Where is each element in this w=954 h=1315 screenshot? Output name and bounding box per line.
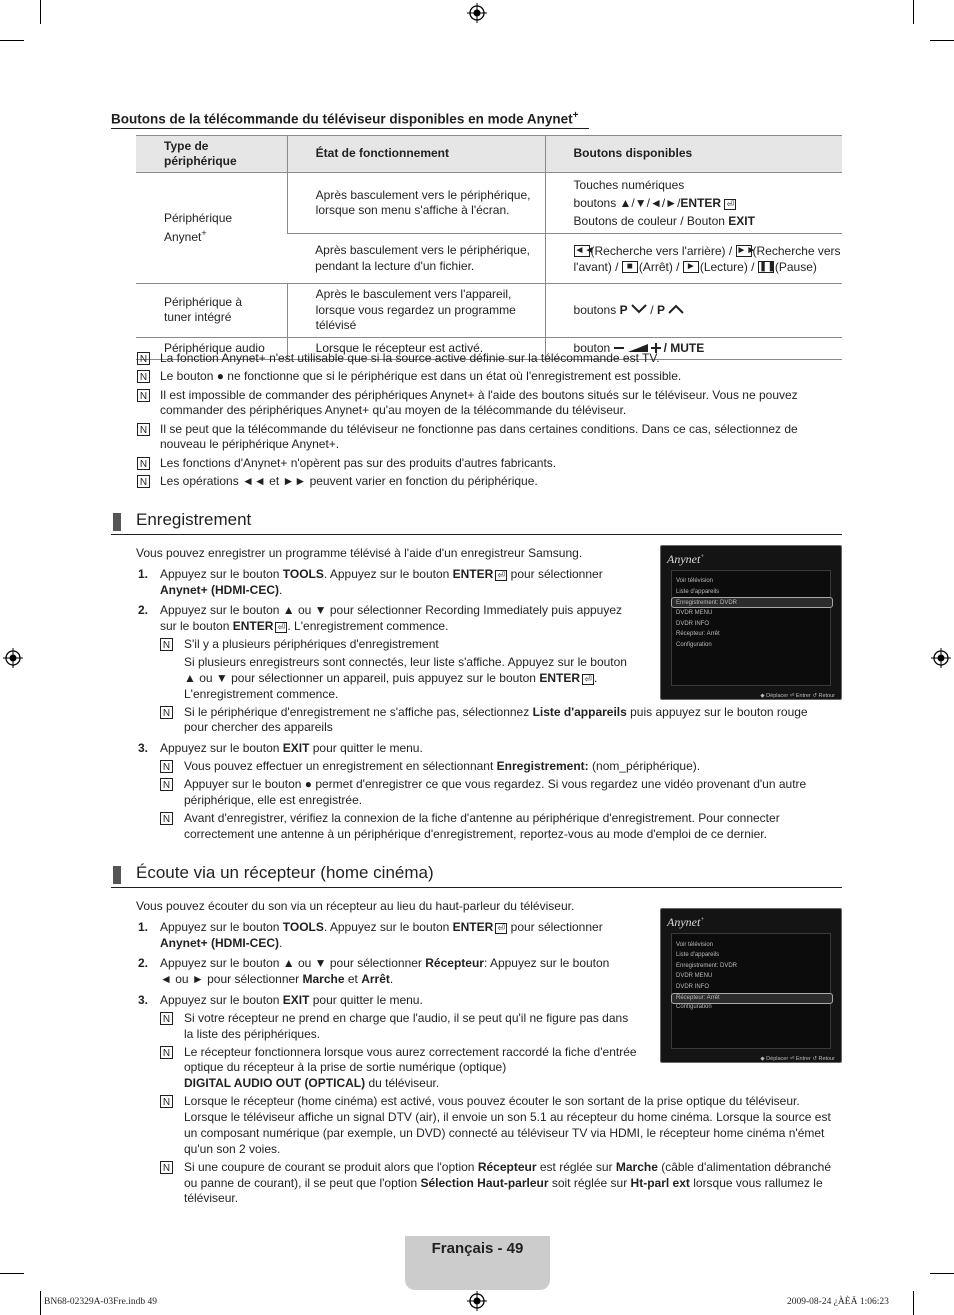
fast-forward-icon: ►► [736,244,757,256]
menu-item: DVDR MENU [676,973,713,979]
note-text: Il est impossible de commander des périphériques Anynet+ à l'aide des boutons situés sur le téléviseur. Vous ne pouvez [160,388,798,402]
stop-icon: ■ [622,261,638,273]
note-text: Les opérations ◄◄ et ►► peuvent varier en fonction du périphérique. [160,474,538,488]
note-icon [137,457,150,470]
note-text: un composant numérique (par exemple, un DVD) connecté au téléviseur TV via HDMI, le récepteur home cinéma n'émet [184,1126,825,1140]
note-text: correctement une antenne à un périphérique d'enregistrement, reportez-vous au mode d'emploi de ce dernier. [184,827,767,841]
crop-mark [930,40,954,41]
note-icon [137,352,150,365]
step-text: Appuyez sur le bouton TOOLS. Appuyez sur le bouton ENTER ⏎ pour sélectionner [160,567,603,581]
section-title-ecoute: Écoute via un récepteur (home cinéma) [136,863,434,882]
note-text: optique du récepteur à la prise de sortie numérique (optique) [184,1060,507,1074]
crop-mark [40,0,41,24]
section-underline [111,128,589,129]
menu-item: Enregistrement: DVDR [676,600,738,606]
table-cell: Périphérique Anynet+ [136,173,287,284]
intro-text: Vous pouvez écouter du son via un récepteur au lieu du haut-parleur du téléviseur. [136,899,575,913]
note-text: nouveau le périphérique Anynet+. [160,437,340,451]
svg-text:N: N [162,1163,171,1174]
menu-footer: ◆ Déplacer ⏎ Entrer ↺ Retour [760,693,835,699]
chevron-up-icon [668,304,684,314]
step-number: 1. [138,920,149,934]
note-icon [137,370,150,383]
note-text: Si votre récepteur ne prend en charge que l'audio, il se peut qu'il ne figure pas dans [184,1011,629,1025]
svg-text:N: N [139,354,148,365]
play-icon: ► [683,261,699,273]
note-text: L'enregistrement commence. [184,687,339,701]
menu-panel [671,570,831,686]
note-text: Avant d'enregistrer, vérifiez la connexion de la fiche d'antenne au périphérique d'enregistrement. Pour connecter [184,811,780,825]
step-text: Appuyez sur le bouton TOOLS. Appuyez sur le bouton ENTER ⏎ pour sélectionner [160,920,603,934]
note-text: ▲ ou ▼ pour sélectionner un appareil, puis appuyez sur le bouton ENTER ⏎ . [184,671,598,685]
registration-mark-icon [3,648,23,668]
table-cell: Après basculement vers le périphérique, pendant la lecture d'un fichier. [287,234,545,284]
enter-icon: ⏎ [495,570,507,581]
crop-mark [40,1291,41,1315]
anynet-logo: Anynet+ [667,552,705,566]
section-title-enregistrement: Enregistrement [136,510,252,529]
menu-item: Configuration [676,642,712,648]
note-text: Le récepteur fonctionnera lorsque vous aurez correctement raccordé la fiche d'entrée [184,1045,637,1059]
enter-icon: ⏎ [495,923,507,934]
step-text: Appuyez sur le bouton ▲ ou ▼ pour sélectionner Récepteur: Appuyez sur le bouton [160,956,610,970]
note-icon [160,1095,173,1108]
note-text: Lorsque le téléviseur affiche un signal DTV (air), il envoie un son 5.1 au récepteur du home cinéma. Lorsque la source est [184,1110,831,1124]
table-header-row [136,136,842,173]
table-cell: boutons P / P [545,284,842,338]
crop-mark [913,1291,914,1315]
step-number: 3. [138,741,149,755]
tv-menu-screenshot [660,908,842,1063]
file-info: BN68-02329A-03Fre.indb 49 [44,1297,157,1307]
menu-footer: ◆ Déplacer ⏎ Entrer ↺ Retour [760,1056,835,1062]
step-text: Anynet+ (HDMI-CEC). [160,936,283,950]
step-number: 1. [138,567,149,581]
pause-icon: ❚❚ [758,260,776,272]
note-icon [160,778,173,791]
note-text: Si le périphérique d'enregistrement ne s'affiche pas, sélectionnez Liste d'appareils puis appuyez sur le bouton rouge [184,705,808,719]
step-text: Appuyez sur le bouton ▲ ou ▼ pour sélectionner Recording Immediately puis appuyez [160,603,623,617]
enter-icon: ⏎ [724,199,736,210]
note-text: téléviseur. [184,1191,239,1205]
table-cell: ◄◄ (Recherche vers l'arrière) / ►► (Recherche vers l'avant) / ■ (Arrêt) / ► (Lecture) / ❚❚ (Pause) [545,234,842,284]
crop-mark [930,1273,954,1274]
note-text: périphérique, elle est enregistrée. [184,793,363,807]
crop-mark [0,40,24,41]
note-icon [160,1161,173,1174]
enter-icon: ⏎ [275,622,287,633]
section-underline [111,534,842,535]
table-cell: Après basculement vers le périphérique, lorsque son menu s'affiche à l'écran. [287,173,545,234]
tv-menu-screenshot [660,545,842,700]
section-marker [113,866,121,884]
menu-item: DVDR INFO [676,984,709,990]
step-text: Anynet+ (HDMI-CEC). [160,583,283,597]
step-text: Appuyez sur le bouton EXIT pour quitter le menu. [160,741,423,755]
menu-item: Configuration [676,1004,712,1010]
svg-text:N: N [162,1048,171,1059]
svg-text:N: N [162,814,171,825]
note-icon [160,1012,173,1025]
table-header: État de fonctionnement [287,136,545,173]
svg-text:N: N [139,459,148,470]
svg-text:N: N [162,640,171,651]
registration-mark-icon [467,1291,487,1311]
table-cell: Après le basculement vers l'appareil, lorsque vous regardez un programme télévisé [287,284,545,338]
registration-mark-icon [467,3,487,23]
step-number: 2. [138,603,149,617]
note-text: S'il y a plusieurs périphériques d'enregistrement [184,637,439,651]
section-title-anynet-buttons: Boutons de la télécommande du téléviseur disponibles en mode Anynet+ [111,110,579,127]
note-icon [137,389,150,402]
svg-text:N: N [139,425,148,436]
note-text: Si une coupure de courant se produit alors que l'option Récepteur est réglée sur Marche (câble d'alimentation débranché [184,1160,831,1174]
step-number: 2. [138,956,149,970]
step-number: 3. [138,993,149,1007]
menu-item: DVDR MENU [676,610,713,616]
section-marker [113,513,121,531]
svg-text:N: N [162,780,171,791]
table-cell: Lorsque le récepteur est activé. [287,337,545,360]
note-icon [160,812,173,825]
note-text: ou panne de courant), il se peut que l'option Sélection Haut-parleur soit réglée sur Ht-parl ext lorsque vous rallumez le [184,1176,823,1190]
note-text: la liste des périphériques. [184,1027,321,1041]
table-row [136,173,842,234]
note-text: Vous pouvez effectuer un enregistrement en sélectionnant Enregistrement: (nom_périphérique). [184,759,701,773]
note-text: pour chercher des appareils [184,720,333,734]
menu-item: DVDR INFO [676,621,709,627]
print-date: 2009-08-24 ¿ÀÈÄ 1:06:23 [787,1297,889,1307]
enter-icon: ⏎ [582,674,594,685]
note-icon [160,706,173,719]
svg-text:N: N [162,762,171,773]
crop-mark [913,0,914,24]
table-cell: Touches numériques boutons ▲/▼/◄/►/ENTER ⏎ Boutons de couleur / Bouton EXIT [545,173,842,234]
section-underline [111,887,842,888]
step-text: sur le bouton ENTER ⏎ . L'enregistrement commence. [160,619,449,633]
note-text: Lorsque le récepteur (home cinéma) est activé, vous pouvez écouter le son sortant de la prise optique du téléviseur. [184,1094,800,1108]
note-icon [160,638,173,651]
table-cell: Périphérique à tuner intégré [136,284,287,338]
note-text: qu'un son 2 voies. [184,1142,281,1156]
menu-item: Liste d'appareils [676,952,720,958]
svg-text:N: N [139,372,148,383]
menu-item: Récepteur: Arrêt [676,995,720,1001]
note-text: La fonction Anynet+ n'est utilisable que si la source active définie sur la télécommande est TV. [160,351,660,365]
intro-text: Vous pouvez enregistrer un programme télévisé à l'aide d'un enregistreur Samsung. [136,546,583,560]
svg-text:N: N [139,477,148,488]
table-row [136,284,842,338]
menu-item: Voir télévision [676,942,714,948]
menu-item: Récepteur: Arrêt [676,631,720,637]
chevron-down-icon [631,304,647,314]
note-text: DIGITAL AUDIO OUT (OPTICAL) du téléviseur. [184,1076,440,1090]
menu-panel [671,933,831,1049]
menu-item: Liste d'appareils [676,589,720,595]
svg-text:N: N [162,708,171,719]
note-icon [137,423,150,436]
table-cell: Périphérique audio [136,337,287,360]
crop-mark [0,1273,24,1274]
page-number: Français - 49 [431,1240,524,1257]
note-text: Si plusieurs enregistreurs sont connectés, leur liste s'affiche. Appuyez sur le bouton [184,655,627,669]
svg-text:N: N [162,1014,171,1025]
note-icon [160,1046,173,1059]
table-header: Type de périphérique [136,136,287,173]
registration-mark-icon [931,648,951,668]
note-icon [137,475,150,488]
note-text: Le bouton ● ne fonctionne que si le périphérique est dans un état où l'enregistrement est possible. [160,369,682,383]
anynet-logo: Anynet+ [667,915,705,929]
note-icon [160,760,173,773]
table-cell: bouton / MUTE [545,337,842,360]
note-text: Il se peut que la télécommande du téléviseur ne fonctionne pas dans certaines conditions. Dans ce cas, sélectionnez de [160,422,798,436]
anynet-buttons-table [136,135,842,360]
svg-text:N: N [139,391,148,402]
rewind-icon: ◄◄ [574,244,595,256]
table-header: Boutons disponibles [545,136,842,173]
svg-text:N: N [162,1097,171,1108]
note-text: commander des périphériques Anynet+ qu'au moyen de la télécommande du téléviseur. [160,403,627,417]
note-text: Les fonctions d'Anynet+ n'opèrent pas sur des produits d'autres fabricants. [160,456,557,470]
step-text: ◄ ou ► pour sélectionner Marche et Arrêt. [160,972,394,986]
note-text: Appuyer sur le bouton ● permet d'enregistrer ce que vous regardez. Si vous regardez une vidéo provenant d'un autre [184,777,807,791]
menu-item: Enregistrement: DVDR [676,963,738,969]
step-text: Appuyez sur le bouton EXIT pour quitter le menu. [160,993,423,1007]
menu-item: Voir télévision [676,578,714,584]
